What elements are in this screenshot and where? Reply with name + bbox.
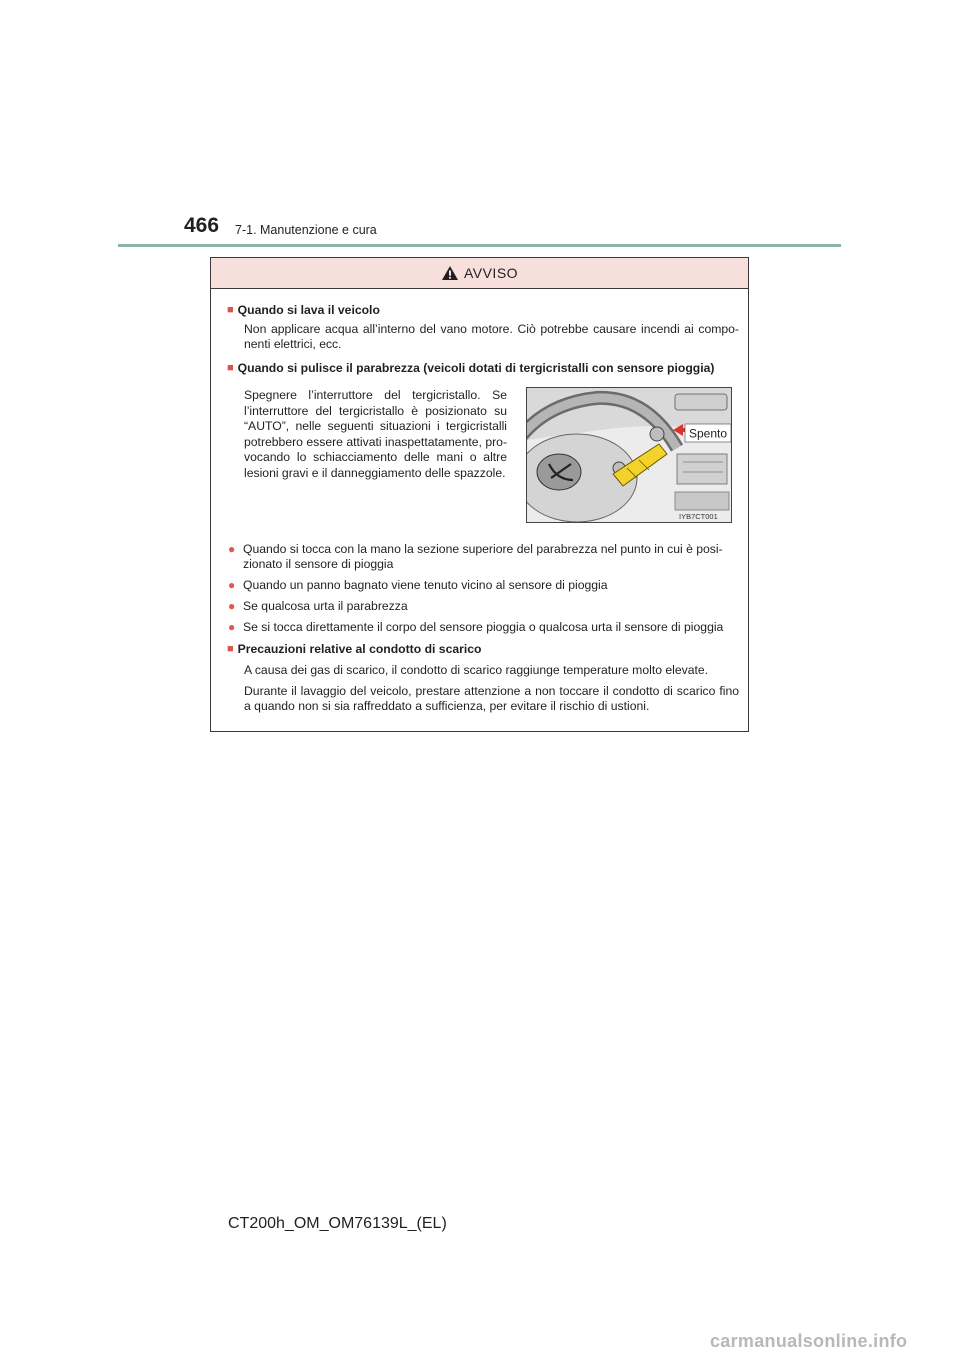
list-item: ● Quando un panno bagnato viene tenuto vicino al sensore di pioggia bbox=[228, 578, 608, 592]
square-bullet-icon: ■ bbox=[227, 362, 234, 374]
header-rule bbox=[118, 244, 841, 247]
heading-exhaust: ■ Precauzioni relative al condotto di scarico bbox=[227, 642, 482, 656]
steering-wheel-illustration bbox=[527, 388, 732, 523]
square-bullet-icon: ■ bbox=[227, 304, 234, 316]
text-wash: Non applicare acqua all’interno del vano motore. Ciò potrebbe causare incendi ai compo- nenti elettrici, ecc. bbox=[244, 322, 739, 351]
doc-code: CT200h_OM_OM76139L_(EL) bbox=[228, 1215, 447, 1232]
figure-label-spento: Spento bbox=[688, 426, 728, 441]
text-windshield: Spegnere l’interruttore del tergicristallo. Se l’interruttore del tergicristallo è posizionato su “AUTO”, nelle seguenti situazioni i tergicristalli potrebbero essere attivati inaspettatamente, pro- vocando lo schiacciamento delle mani o altre lesioni gravi e il danneggiamento delle spazzole. bbox=[244, 388, 507, 480]
wiper-switch-illustration bbox=[526, 387, 732, 523]
heading-wash: ■ Quando si lava il veicolo bbox=[227, 303, 380, 317]
warning-title: AVVISO bbox=[463, 265, 519, 281]
warning-content bbox=[211, 288, 748, 731]
circle-bullet-icon: ● bbox=[228, 578, 236, 592]
warning-header bbox=[211, 258, 748, 289]
list-item: ● Se qualcosa urta il parabrezza bbox=[228, 599, 408, 613]
warning-triangle-icon bbox=[441, 265, 459, 281]
circle-bullet-icon: ● bbox=[228, 542, 236, 556]
circle-bullet-icon: ● bbox=[228, 599, 236, 613]
watermark: carmanualsonline.info bbox=[710, 1331, 908, 1351]
text-exhaust-1: A causa dei gas di scarico, il condotto di scarico raggiunge temperature molto elevate. bbox=[244, 663, 709, 677]
list-item: ● Se si tocca direttamente il corpo del sensore pioggia o qualcosa urta il sensore di pioggia bbox=[228, 620, 724, 634]
page-number: 466 bbox=[184, 214, 220, 237]
text-exhaust-2: Durante il lavaggio del veicolo, prestare attenzione a non toccare il condotto di scarico fino a quando non si sia raffreddato a sufficienza, per evitare il rischio di ustioni. bbox=[244, 684, 739, 713]
square-bullet-icon: ■ bbox=[227, 643, 234, 655]
list-item: ● Quando si tocca con la mano la sezione superiore del parabrezza nel punto in cui è posi- zionato il sensore di pioggia bbox=[228, 542, 723, 571]
circle-bullet-icon: ● bbox=[228, 620, 236, 634]
section-title: 7-1. Manutenzione e cura bbox=[235, 223, 377, 237]
heading-windshield: ■ Quando si pulisce il parabrezza (veicoli dotati di tergicristalli con sensore pioggia) bbox=[227, 361, 715, 375]
figure-code: IYB7CT001 bbox=[679, 512, 718, 521]
warning-box bbox=[210, 257, 749, 732]
